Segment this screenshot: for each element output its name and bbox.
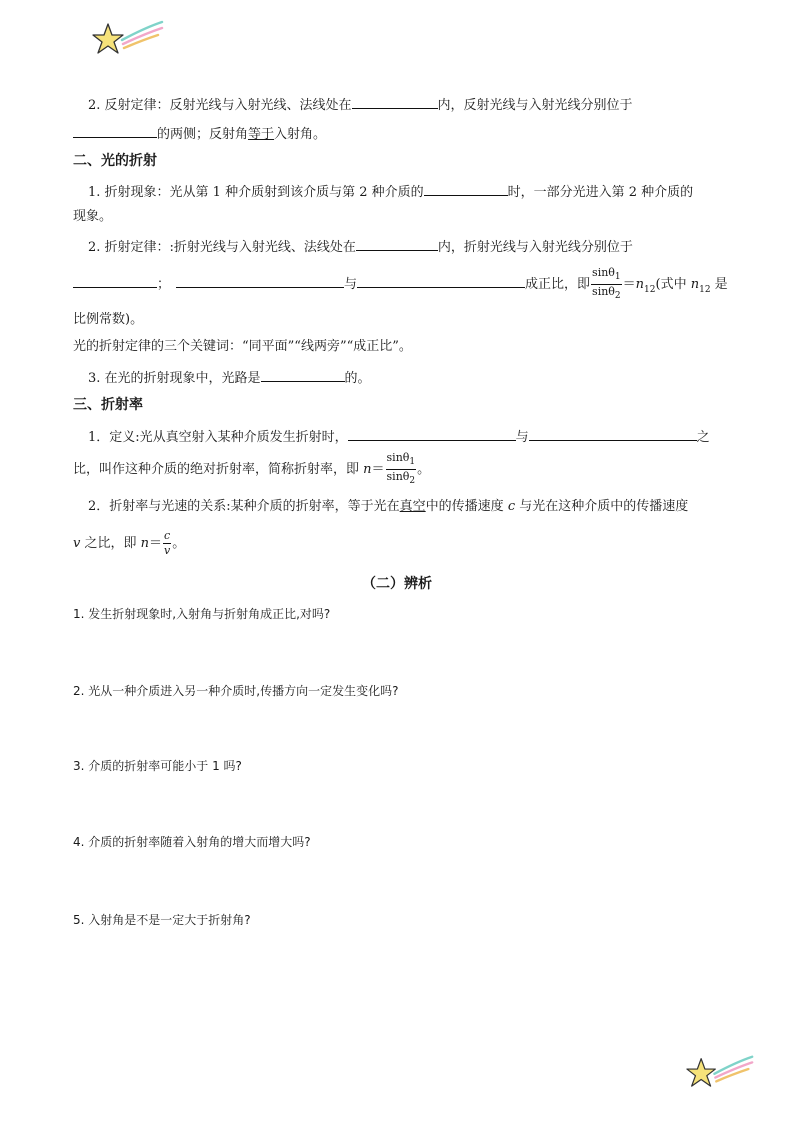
refraction-phenomenon-line2: 现象。 [73, 209, 113, 224]
text: 时，一部分光进入第 2 种介质的 [507, 185, 694, 200]
reflection-law-line2 [73, 122, 326, 145]
analysis-heading: （二）辨析 [362, 576, 432, 592]
denominator: sinθ [386, 470, 410, 484]
refraction-law-line1 [88, 235, 633, 258]
numerator: sinθ [386, 451, 410, 464]
subscript: 2 [409, 476, 416, 487]
text: 成正比，即 [525, 277, 591, 293]
refraction-law-line2 [73, 266, 728, 306]
var-n: n [690, 277, 700, 293]
question-2: 2. 光从一种介质进入另一种介质时,传播方向一定发生变化吗? [73, 684, 399, 698]
sine-ratio-fraction [591, 266, 622, 303]
equals: ＝ [371, 462, 385, 478]
var-n: n [635, 277, 645, 293]
text: ＝ [622, 277, 636, 293]
fill-blank[interactable] [261, 366, 345, 382]
text: 之比，即 [80, 536, 141, 551]
text: 之 [696, 430, 710, 445]
fill-blank[interactable] [348, 425, 516, 441]
sine-ratio-fraction [386, 451, 417, 488]
underlined-text: 真空 [399, 499, 426, 514]
section-heading-refractive-index: 三、折射率 [73, 397, 143, 413]
text: 2．折射率与光速的关系:某种介质的折射率，等于光在 [88, 499, 400, 514]
text: 的。 [344, 371, 371, 386]
fill-blank[interactable] [424, 180, 508, 196]
numerator: sinθ [592, 266, 615, 279]
reflection-law-line1 [88, 93, 633, 116]
text: 2. 折射定律：:折射光线与入射光线、法线处在 [88, 240, 356, 255]
text: 是 [710, 277, 728, 293]
text: (式中 [655, 277, 691, 293]
speed-fraction [163, 529, 171, 558]
subscript: 1 [409, 457, 416, 468]
refraction-phenomenon-line1 [88, 180, 693, 203]
text: 与 [344, 277, 358, 293]
shooting-star-icon [686, 1048, 756, 1092]
fill-blank[interactable] [357, 272, 525, 288]
var-v: v [73, 536, 81, 551]
var-n: n [363, 462, 372, 478]
question-5: 5. 入射角是不是一定大于折射角? [73, 913, 251, 927]
text: 与光在这种介质中的传播速度 [515, 499, 689, 514]
text: 的两侧；反射角 [157, 127, 249, 142]
denominator: sinθ [592, 285, 615, 299]
text: 入射角。 [274, 127, 327, 142]
question-1: 1. 发生折射现象时,入射角与折射角成正比,对吗? [73, 607, 331, 621]
speed-relation-line2 [73, 528, 185, 560]
equals: ＝ [149, 536, 163, 551]
underlined-text: 等于 [248, 127, 275, 142]
text: 内，折射光线与入射光线分别位于 [437, 240, 633, 255]
question-4: 4. 介质的折射率随着入射角的增大而增大吗? [73, 835, 311, 849]
light-path-line [88, 366, 371, 389]
fill-blank[interactable] [73, 122, 157, 138]
var-n: n [140, 536, 149, 551]
text: 中的传播速度 [425, 499, 508, 514]
text: 。 [417, 462, 431, 478]
definition-line2 [73, 451, 430, 488]
text: 1．定义:光从真空射入某种介质发生折射时， [88, 430, 348, 445]
subscript: 12 [699, 284, 711, 295]
speed-relation-line1 [88, 497, 688, 517]
refraction-keywords: 光的折射定律的三个关键词：“同平面”“线两旁”“成正比”。 [73, 339, 412, 354]
fill-blank[interactable] [356, 235, 438, 251]
var-c: c [507, 499, 516, 514]
text: 2. 反射定律：反射光线与入射光线、法线处在 [88, 98, 352, 113]
text: 。 [172, 536, 186, 551]
section-heading-refraction: 二、光的折射 [73, 153, 157, 169]
refraction-law-line3: 比例常数)。 [73, 312, 144, 327]
subscript: 2 [614, 291, 621, 302]
text: 内，反射光线与入射光线分别位于 [437, 98, 633, 113]
fill-blank[interactable] [176, 272, 344, 288]
definition-line1 [88, 425, 710, 448]
text: ； [157, 277, 171, 293]
fill-blank[interactable] [352, 93, 438, 109]
text: 1. 折射现象：光从第 1 种介质射到该介质与第 2 种介质的 [88, 185, 424, 200]
subscript: 1 [614, 272, 621, 283]
question-3: 3. 介质的折射率可能小于 1 吗? [73, 759, 242, 773]
text: 3. 在光的折射现象中，光路是 [88, 371, 261, 386]
fill-blank[interactable] [73, 272, 157, 288]
fill-blank[interactable] [529, 425, 697, 441]
shooting-star-icon [92, 14, 166, 58]
denominator: v [164, 544, 171, 557]
numerator: c [164, 529, 171, 542]
text: 与 [515, 430, 529, 445]
text: 比，叫作这种介质的绝对折射率，简称折射率，即 [73, 462, 364, 478]
subscript: 12 [644, 284, 656, 295]
